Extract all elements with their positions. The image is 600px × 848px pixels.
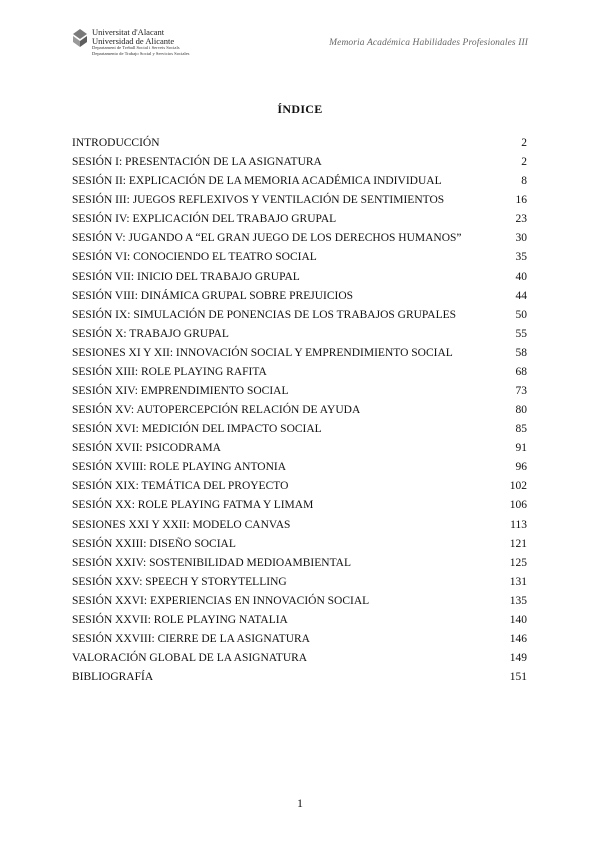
toc-entry[interactable] (72, 496, 527, 515)
toc-entry-title: VALORACIÓN GLOBAL DE LA ASIGNATURA (72, 652, 308, 665)
toc-entry-page: 40 (515, 270, 527, 283)
toc-entry-page: 2 (521, 137, 527, 149)
toc-entry[interactable] (72, 516, 527, 535)
toc-entry[interactable] (72, 439, 527, 458)
university-name-va: Universitat d'Alacant (92, 27, 165, 37)
toc-entry-title: INTRODUCCIÓN (72, 137, 160, 149)
toc-entry-page: 8 (521, 175, 527, 188)
toc-entry[interactable] (72, 134, 527, 153)
toc-entry-title: SESIÓN XXIV: SOSTENIBILIDAD MEDIOAMBIENTAL (72, 556, 351, 569)
toc-entry[interactable] (72, 191, 527, 210)
toc-entry-title: SESIÓN VI: CONOCIENDO EL TEATRO SOCIAL (72, 251, 317, 264)
toc-entry-page: 146 (509, 633, 527, 646)
toc-entry-title: SESIÓN IV: EXPLICACIÓN DEL TRABAJO GRUPAL (72, 213, 337, 226)
toc-entry[interactable] (72, 325, 527, 344)
toc-entry-page: 44 (515, 289, 527, 302)
toc-entry[interactable] (72, 210, 527, 229)
toc-entry-page: 125 (509, 556, 527, 569)
toc-entry-title: SESIÓN XXIII: DISEÑO SOCIAL (72, 537, 236, 550)
toc-entry-page: 149 (509, 652, 527, 665)
toc-entry[interactable] (72, 477, 527, 496)
toc-entry-title: SESIÓN V: JUGANDO A “EL GRAN JUEGO DE LOS DERECHOS HUMANOS” (72, 232, 462, 245)
page-number: 1 (297, 796, 303, 810)
toc-entry[interactable] (72, 649, 527, 668)
toc-entry[interactable] (72, 248, 527, 267)
toc-entry-page: 140 (509, 613, 527, 626)
university-logo (72, 28, 189, 56)
toc-entry-title: SESIÓN II: EXPLICACIÓN DE LA MEMORIA ACADÉMICA INDIVIDUAL (72, 175, 442, 188)
toc-entry[interactable] (72, 287, 527, 306)
toc-entry-title: SESIONES XI Y XII: INNOVACIÓN SOCIAL Y EMPRENDIMIENTO SOCIAL (72, 346, 453, 359)
toc-entry-page: 80 (515, 404, 527, 417)
toc-entry[interactable] (72, 573, 527, 592)
toc-entry-title: SESIÓN XX: ROLE PLAYING FATMA Y LIMAM (72, 499, 314, 512)
toc-entry-title: SESIÓN XXVI: EXPERIENCIAS EN INNOVACIÓN SOCIAL (72, 594, 370, 607)
toc-entry-title: SESIÓN XV: AUTOPERCEPCIÓN RELACIÓN DE AYUDA (72, 404, 361, 417)
toc-entry-title: SESIÓN XIX: TEMÁTICA DEL PROYECTO (72, 480, 289, 493)
toc-entry-page: 35 (515, 251, 527, 264)
toc-entry-page: 91 (515, 442, 527, 455)
toc-entry-page: 30 (515, 232, 527, 245)
toc-entry[interactable] (72, 229, 527, 248)
toc-entry-title: SESIÓN VIII: DINÁMICA GRUPAL SOBRE PREJUICIOS (72, 289, 354, 302)
page-header (0, 0, 600, 70)
toc-entry-title: SESIÓN XVII: PSICODRAMA (72, 442, 221, 455)
toc-entry-page: 151 (509, 671, 527, 684)
toc-entry[interactable] (72, 153, 527, 172)
document-header-title: Memoria Académica Habilidades Profesionales III (329, 38, 528, 48)
toc-entry-page: 121 (509, 537, 527, 550)
toc-entry-title: SESIÓN IX: SIMULACIÓN DE PONENCIAS DE LOS TRABAJOS GRUPALES (72, 308, 457, 321)
toc-entry[interactable] (72, 611, 527, 630)
logo-text (92, 28, 189, 56)
toc-entry-page: 96 (515, 461, 527, 474)
toc-entry-title: SESIÓN I: PRESENTACIÓN DE LA ASIGNATURA (72, 156, 322, 169)
toc-entry-title: SESIÓN XIV: EMPRENDIMIENTO SOCIAL (72, 385, 289, 398)
toc-entry-page: 102 (509, 480, 527, 493)
toc-entry-title: SESIÓN XXV: SPEECH Y STORYTELLING (72, 575, 287, 588)
toc-entry-title: SESIÓN XVI: MEDICIÓN DEL IMPACTO SOCIAL (72, 423, 322, 436)
index-heading: ÍNDICE (277, 102, 323, 116)
toc-entry-page: 131 (509, 575, 527, 588)
toc-entry-title: BIBLIOGRAFÍA (72, 671, 154, 684)
toc-entry-page: 58 (515, 346, 527, 359)
toc-entry[interactable] (72, 420, 527, 439)
toc-entry[interactable] (72, 630, 527, 649)
toc-entry[interactable] (72, 535, 527, 554)
toc-entry-page: 135 (509, 594, 527, 607)
toc-entry-page: 68 (515, 365, 527, 378)
toc-entry-title: SESIÓN III: JUEGOS REFLEXIVOS Y VENTILACIÓN DE SENTIMIENTOS (72, 194, 445, 207)
toc-entry[interactable] (72, 268, 527, 287)
toc-entry-page: 85 (515, 423, 527, 436)
department-name-va: Departament de Treball Social i Serveis Socials (92, 45, 180, 50)
toc-entry[interactable] (72, 458, 527, 477)
toc-entry-title: SESIÓN VII: INICIO DEL TRABAJO GRUPAL (72, 270, 300, 283)
toc-entry[interactable] (72, 363, 527, 382)
toc-entry[interactable] (72, 401, 527, 420)
toc-entry-page: 2 (521, 156, 527, 169)
toc-entry[interactable] (72, 382, 527, 401)
toc-entry[interactable] (72, 306, 527, 325)
toc-entry-page: 23 (515, 213, 527, 226)
toc-entry[interactable] (72, 554, 527, 573)
toc-entry-page: 73 (515, 385, 527, 398)
page-footer (0, 796, 600, 811)
toc-entry[interactable] (72, 172, 527, 191)
toc-entry-title: SESIÓN XXVIII: CIERRE DE LA ASIGNATURA (72, 633, 310, 646)
toc-entry-page: 50 (515, 308, 527, 321)
toc-entry-page: 16 (515, 194, 527, 207)
department-name-es: Departamento de Trabajo Social y Servicios Sociales (92, 50, 190, 56)
toc-entry-page: 113 (510, 518, 527, 531)
toc-entry-title: SESIÓN XIII: ROLE PLAYING RAFITA (72, 365, 267, 378)
toc-entry-page: 55 (515, 327, 527, 340)
toc-entry[interactable] (72, 668, 527, 687)
toc-entry-page: 106 (509, 499, 527, 512)
table-of-contents (72, 134, 527, 687)
toc-entry-title: SESIÓN XXVII: ROLE PLAYING NATALIA (72, 613, 288, 626)
university-seal-icon (72, 28, 88, 48)
toc-entry[interactable] (72, 344, 527, 363)
university-name-es: Universidad de Alicante (92, 35, 175, 46)
toc-entry-title: SESIÓN XVIII: ROLE PLAYING ANTONIA (72, 461, 287, 474)
toc-entry-title: SESIÓN X: TRABAJO GRUPAL (72, 327, 229, 340)
toc-entry-title: SESIONES XXI Y XXII: MODELO CANVAS (72, 518, 291, 531)
toc-entry[interactable] (72, 592, 527, 611)
